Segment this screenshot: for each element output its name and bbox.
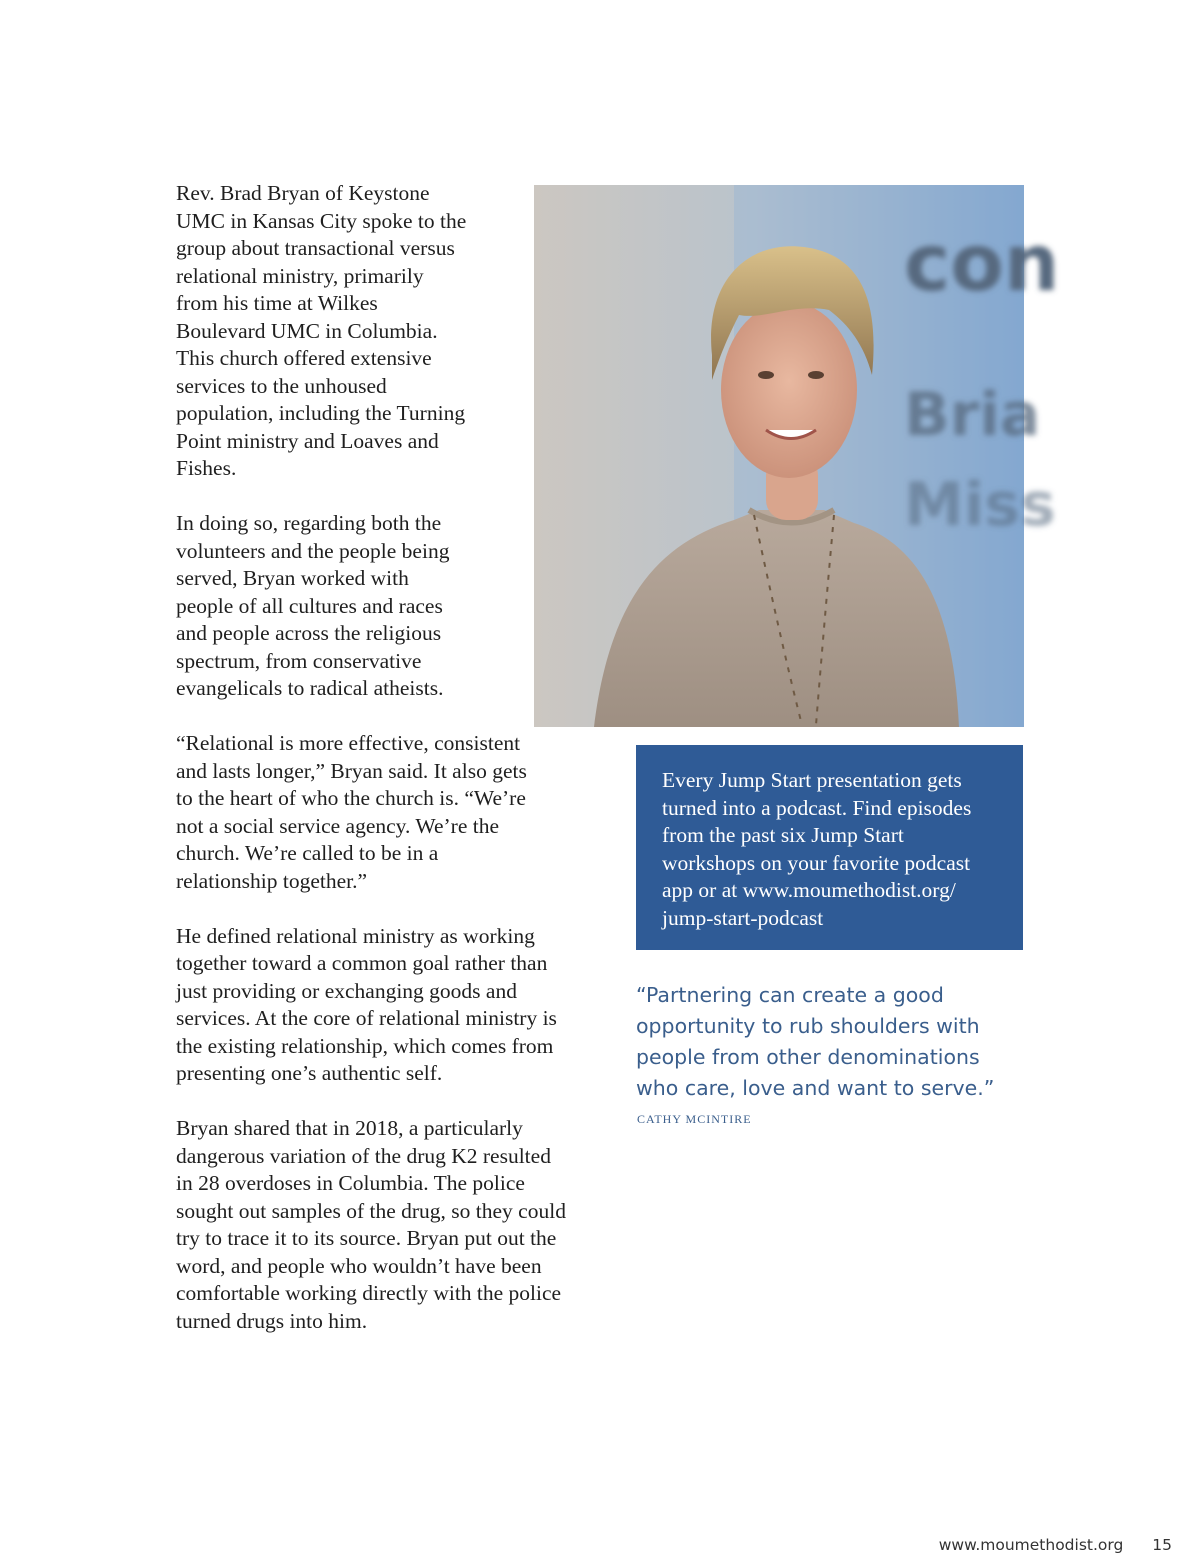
background-sign-text-2: Bria bbox=[904, 380, 1041, 450]
article-paragraph-2: In doing so, regarding both the volunteers and the people being served, Bryan worked with people of all cultures and races and people across the religious spectrum, from conservative evangelicals to radical atheists. bbox=[176, 511, 450, 700]
pull-quote-attribution: CATHY MCINTIRE bbox=[637, 1112, 752, 1126]
background-sign-text-1: con bbox=[904, 219, 1060, 309]
article-paragraph-3: “Relational is more effective, consistent and lasts longer,” Bryan said. It also gets to the heart of who the church is. “We’re not a social service agency. We’re the church. We’re called to be in a relationship together.” bbox=[176, 731, 527, 893]
speaker-photo bbox=[534, 185, 1060, 727]
page-footer bbox=[939, 1536, 1172, 1554]
article-body bbox=[176, 180, 566, 1363]
podcast-callout-text: Every Jump Start presentation gets turned into a podcast. Find episodes from the past six Jump Start workshops on your favorite podcast app or at www.moumethodist.org/ jump-start-podcast bbox=[662, 768, 972, 930]
article-paragraph-4: He defined relational ministry as working together toward a common goal rather than just providing or exchanging goods and services. At the core of relational ministry is the existing relationship, which comes from presenting one’s authentic self. bbox=[176, 923, 557, 1085]
article-paragraph-5: Bryan shared that in 2018, a particularly dangerous variation of the drug K2 resulted in 28 overdoses in Columbia. The police sought out samples of the drug, so they could try to trace it to its source. Bryan put out the word, and people who wouldn’t have been comfortable working directly with the police turned drugs into him. bbox=[176, 1116, 566, 1333]
podcast-callout-box bbox=[636, 745, 1023, 950]
pull-quote: “Partnering can create a good opportunity to rub shoulders with people from other denominations who care, love and want to serve.” bbox=[636, 983, 995, 1100]
footer-website-url: www.moumethodist.org bbox=[938, 1536, 1124, 1554]
background-sign-text-3: Miss bbox=[904, 470, 1056, 540]
page-number: 15 bbox=[1152, 1536, 1172, 1554]
article-paragraph-1: Rev. Brad Bryan of Keystone UMC in Kansas City spoke to the group about transactional versus relational ministry, primarily from his time at Wilkes Boulevard UMC in Columbia. This church offered extensive services to the unhoused population, including the Turning Point ministry and Loaves and Fishes. bbox=[176, 181, 467, 480]
